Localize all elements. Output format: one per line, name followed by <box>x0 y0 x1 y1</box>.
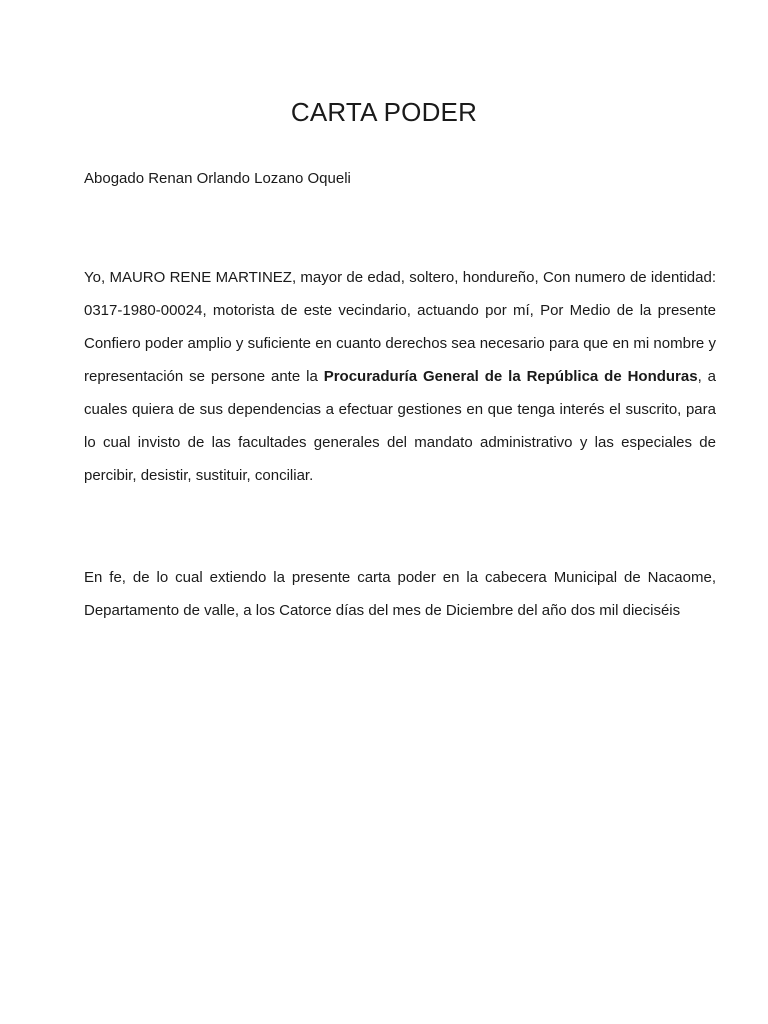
addressee-line: Abogado Renan Orlando Lozano Oqueli <box>84 170 351 187</box>
body-paragraph-2: En fe, de lo cual extiendo la presente carta poder en la cabecera Municipal de Nacaome, Departamento de valle, a los Catorce días del mes de Diciembre del año dos mil dieciséis <box>84 569 716 619</box>
paragraph-1-text-end: , a cuales quiera de sus dependencias a efectuar gestiones en que tenga interés el suscrito, para lo cual invisto de las facultades generales del mandato administrativo y las especiales de percibir, desistir, sustituir, conciliar. <box>84 368 717 484</box>
paragraph-1-text-start: Yo, MAURO RENE MARTINEZ, mayor de edad, soltero, hondureño, Con numero de identidad: 0317-1980-00024, motorista de este vecindario, actuando por mí, Por Medio de la presente Confiero poder amplio y suficiente en cuanto derechos sea necesario para que en mi nombre y representación se persone ante la <box>84 269 716 385</box>
institution-name: Procuraduría General de la República de Honduras <box>323 368 698 385</box>
document-title: CARTA PODER <box>290 97 478 127</box>
body-paragraph-1 <box>84 261 716 492</box>
